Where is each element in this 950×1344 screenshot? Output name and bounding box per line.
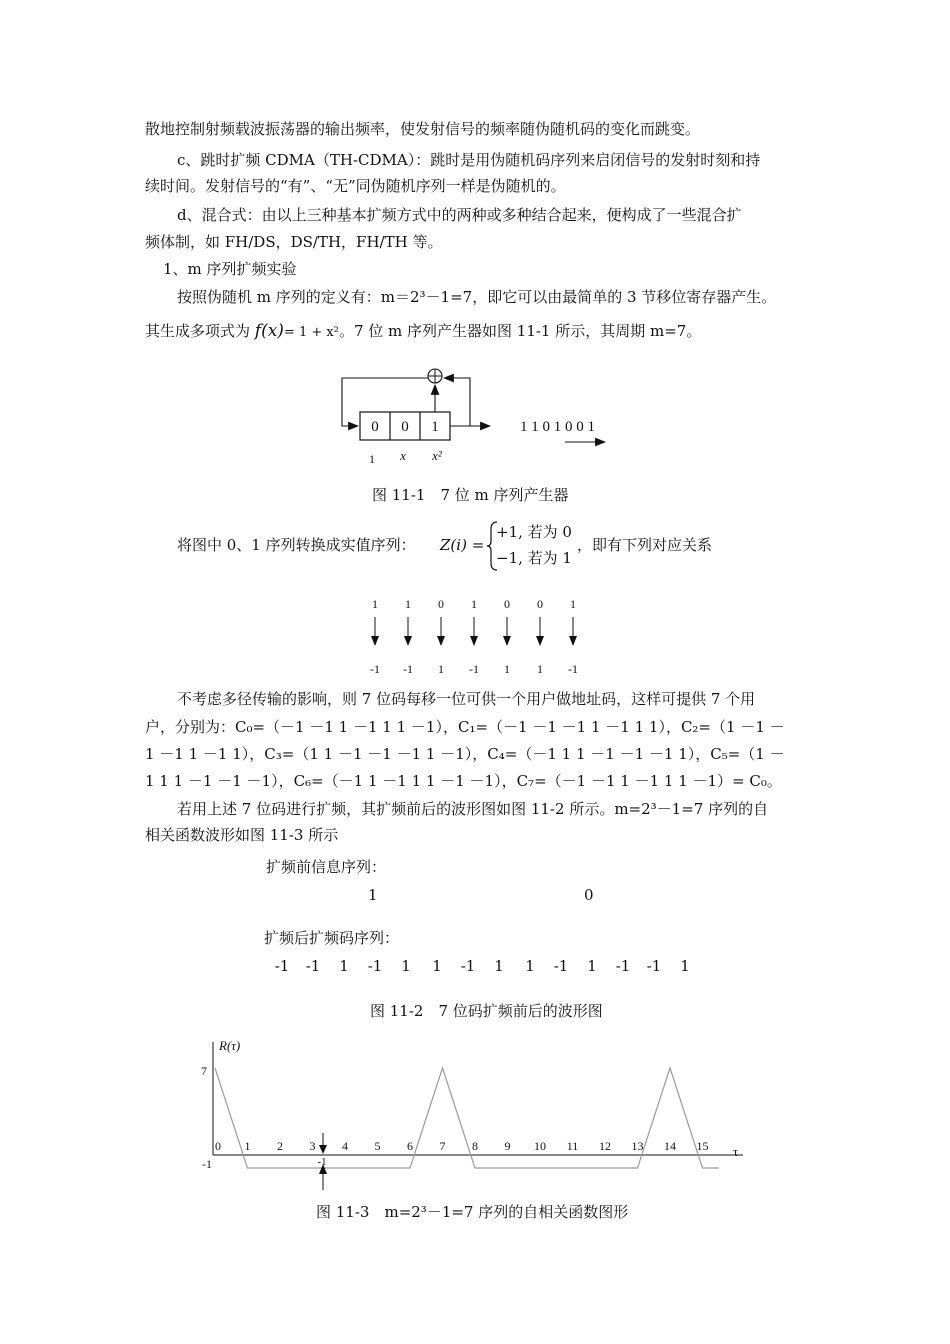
x-tick-14: 14: [664, 1139, 676, 1153]
paragraph-4: d、混合式：由以上三种基本扩频方式中的两种或多种结合起来，便构成了一些混合扩: [177, 206, 742, 224]
bit-4: 1: [471, 597, 477, 611]
x-tick-3: 3: [309, 1139, 316, 1153]
x-tick-7: 7: [439, 1139, 446, 1153]
arrow-down-icon: [319, 1145, 327, 1154]
mapping-case-minus: −1, 若为 1: [496, 549, 572, 567]
users-line2: 户，分别为：C₀=（－1 －1 1 －1 1 1 －1），C₁=（－1 －1 －1 1 －1 1 1），C₂=（1 －1 －: [145, 718, 785, 736]
m-definition-line1: 按照伪随机 m 序列的定义有：m＝2³－1=7，即它可以由最简单的 3 节移位寄存器产生。: [177, 288, 777, 306]
code-chip-5: 1: [401, 957, 411, 975]
x-tick-4: 4: [342, 1139, 348, 1153]
bit-5: 0: [504, 597, 510, 611]
x-tick-6: 6: [407, 1139, 413, 1153]
y-axis-label: R(τ): [219, 1038, 241, 1053]
code-chip-4: -1: [367, 957, 383, 975]
autocorrelation-series: [215, 1068, 719, 1168]
x-tick-13: 13: [631, 1139, 644, 1153]
output-sequence: 1 1 0 1 0 0 1: [520, 419, 595, 435]
bit-6: 0: [537, 597, 543, 611]
code-chip-10: -1: [553, 957, 569, 975]
code-chip-1: -1: [274, 957, 290, 975]
autocorrelation-chart: [195, 1030, 755, 1195]
code-chip-2: -1: [305, 957, 321, 975]
mapping-function: Z(i) =: [440, 536, 485, 554]
register-cell-3: 1: [431, 419, 439, 435]
register-cell-2: 0: [401, 419, 409, 435]
spread-code-sequence: [270, 957, 700, 977]
code-chip-11: 1: [587, 957, 597, 975]
code-chip-3: 1: [339, 957, 349, 975]
code-chip-13: -1: [646, 957, 662, 975]
x-tick-5: 5: [374, 1139, 381, 1153]
poly-outro: 。7 位 m 序列产生器如图 11-1 所示，其周期 m=7。: [338, 322, 702, 340]
code-chip-12: -1: [615, 957, 631, 975]
paragraph-1: 散地控制射频载波振荡器的输出频率，使发射信号的频率随伪随机码的变化而跳变。: [145, 120, 701, 138]
mapping-intro: 将图中 0、1 序列转换成实值序列：: [177, 536, 416, 554]
shift-register-diagram: [330, 360, 630, 470]
figure-11-3-caption: 图 11-3 m=2³－1=7 序列的自相关函数图形: [316, 1203, 629, 1221]
x-tick-11: 11: [566, 1139, 579, 1153]
value-5: 1: [504, 662, 510, 676]
x-tick-8: 8: [472, 1139, 478, 1153]
paragraph-5: 频体制，如 FH/DS，DS/TH，FH/TH 等。: [145, 233, 443, 251]
figure-11-1-caption: 图 11-1 7 位 m 序列产生器: [372, 486, 569, 504]
tap-label-1: 1: [369, 452, 375, 466]
users-line4: 1 1 1 －1 －1 －1），C₆=（－1 1 －1 1 1 －1 －1），C₇=（－1 －1 1 －1 1 1 －1）= C₀。: [145, 772, 782, 790]
bit-1: 1: [372, 597, 378, 611]
m-definition-line2: [145, 322, 701, 342]
mapping-tail: ，即有下列对应关系: [577, 536, 713, 554]
mapping-arrows: [355, 595, 595, 680]
x-tick-0: 0: [215, 1139, 221, 1153]
paragraph-3: 续时间。发射信号的“有”、“无”同伪随机序列一样是伪随机的。: [145, 177, 566, 195]
bit-2: 1: [405, 597, 411, 611]
bit-3: 0: [438, 597, 444, 611]
bit-7: 1: [570, 597, 576, 611]
poly-intro: 其生成多项式为: [145, 322, 255, 340]
figure-11-2-caption: 图 11-2 7 位码扩频前后的波形图: [370, 1002, 603, 1020]
value-7: -1: [568, 662, 578, 676]
mapping-case-plus: +1, 若为 0: [496, 523, 572, 541]
tap-label-x: x: [400, 448, 406, 463]
register-cell-1: 0: [371, 419, 379, 435]
x-tick-9: 9: [504, 1139, 511, 1153]
x-tick-10: 10: [534, 1139, 546, 1153]
value-6: 1: [537, 662, 543, 676]
tap-label-x2: x²: [432, 448, 442, 463]
annotation-minus-1: -1: [317, 1156, 327, 1168]
value-4: -1: [469, 662, 479, 676]
value-3: 1: [438, 662, 444, 676]
x-tick-15: 15: [696, 1139, 709, 1153]
before-label: 扩频前信息序列：: [266, 858, 387, 876]
code-chip-6: 1: [432, 957, 442, 975]
before-bit-2: 0: [584, 886, 594, 904]
value-1: -1: [370, 662, 380, 676]
poly-rest: = 1 + x²: [283, 325, 339, 340]
section-heading: 1、m 序列扩频实验: [163, 260, 297, 278]
paragraph-2: c、跳时扩频 CDMA（TH-CDMA）：跳时是用伪随机码序列来启闭信号的发射时刻和持: [177, 151, 761, 169]
x-tick-12: 12: [599, 1139, 611, 1153]
spread-line1: 若用上述 7 位码进行扩频，其扩频前后的波形图如图 11-2 所示。m=2³－1=7 序列的自: [177, 800, 769, 818]
x-tick-1: 1: [244, 1139, 251, 1153]
value-2: -1: [403, 662, 413, 676]
y-tick-7: 7: [201, 1064, 207, 1078]
code-chip-9: 1: [525, 957, 535, 975]
spread-line2: 相关函数波形如图 11-3 所示: [145, 826, 339, 844]
code-chip-7: -1: [460, 957, 476, 975]
users-line3: 1 －1 1 －1 1），C₃=（1 1 －1 －1 －1 1 －1），C₄=（－1 1 1 －1 －1 －1 1），C₅=（1 －: [145, 745, 785, 763]
before-bit-1: 1: [368, 886, 378, 904]
after-label: 扩频后扩频码序列：: [264, 929, 400, 947]
code-chip-14: 1: [680, 957, 690, 975]
poly-x: (x): [261, 321, 284, 341]
y-tick-minus-1: -1: [202, 1157, 212, 1171]
users-line1: 不考虑多径传输的影响，则 7 位码每移一位可供一个用户做地址码，这样可提供 7 个用: [177, 690, 756, 708]
x-tick-2: 2: [277, 1139, 283, 1153]
x-axis-label: τ: [733, 1144, 739, 1159]
poly-f: f: [254, 321, 262, 341]
code-chip-8: 1: [494, 957, 504, 975]
